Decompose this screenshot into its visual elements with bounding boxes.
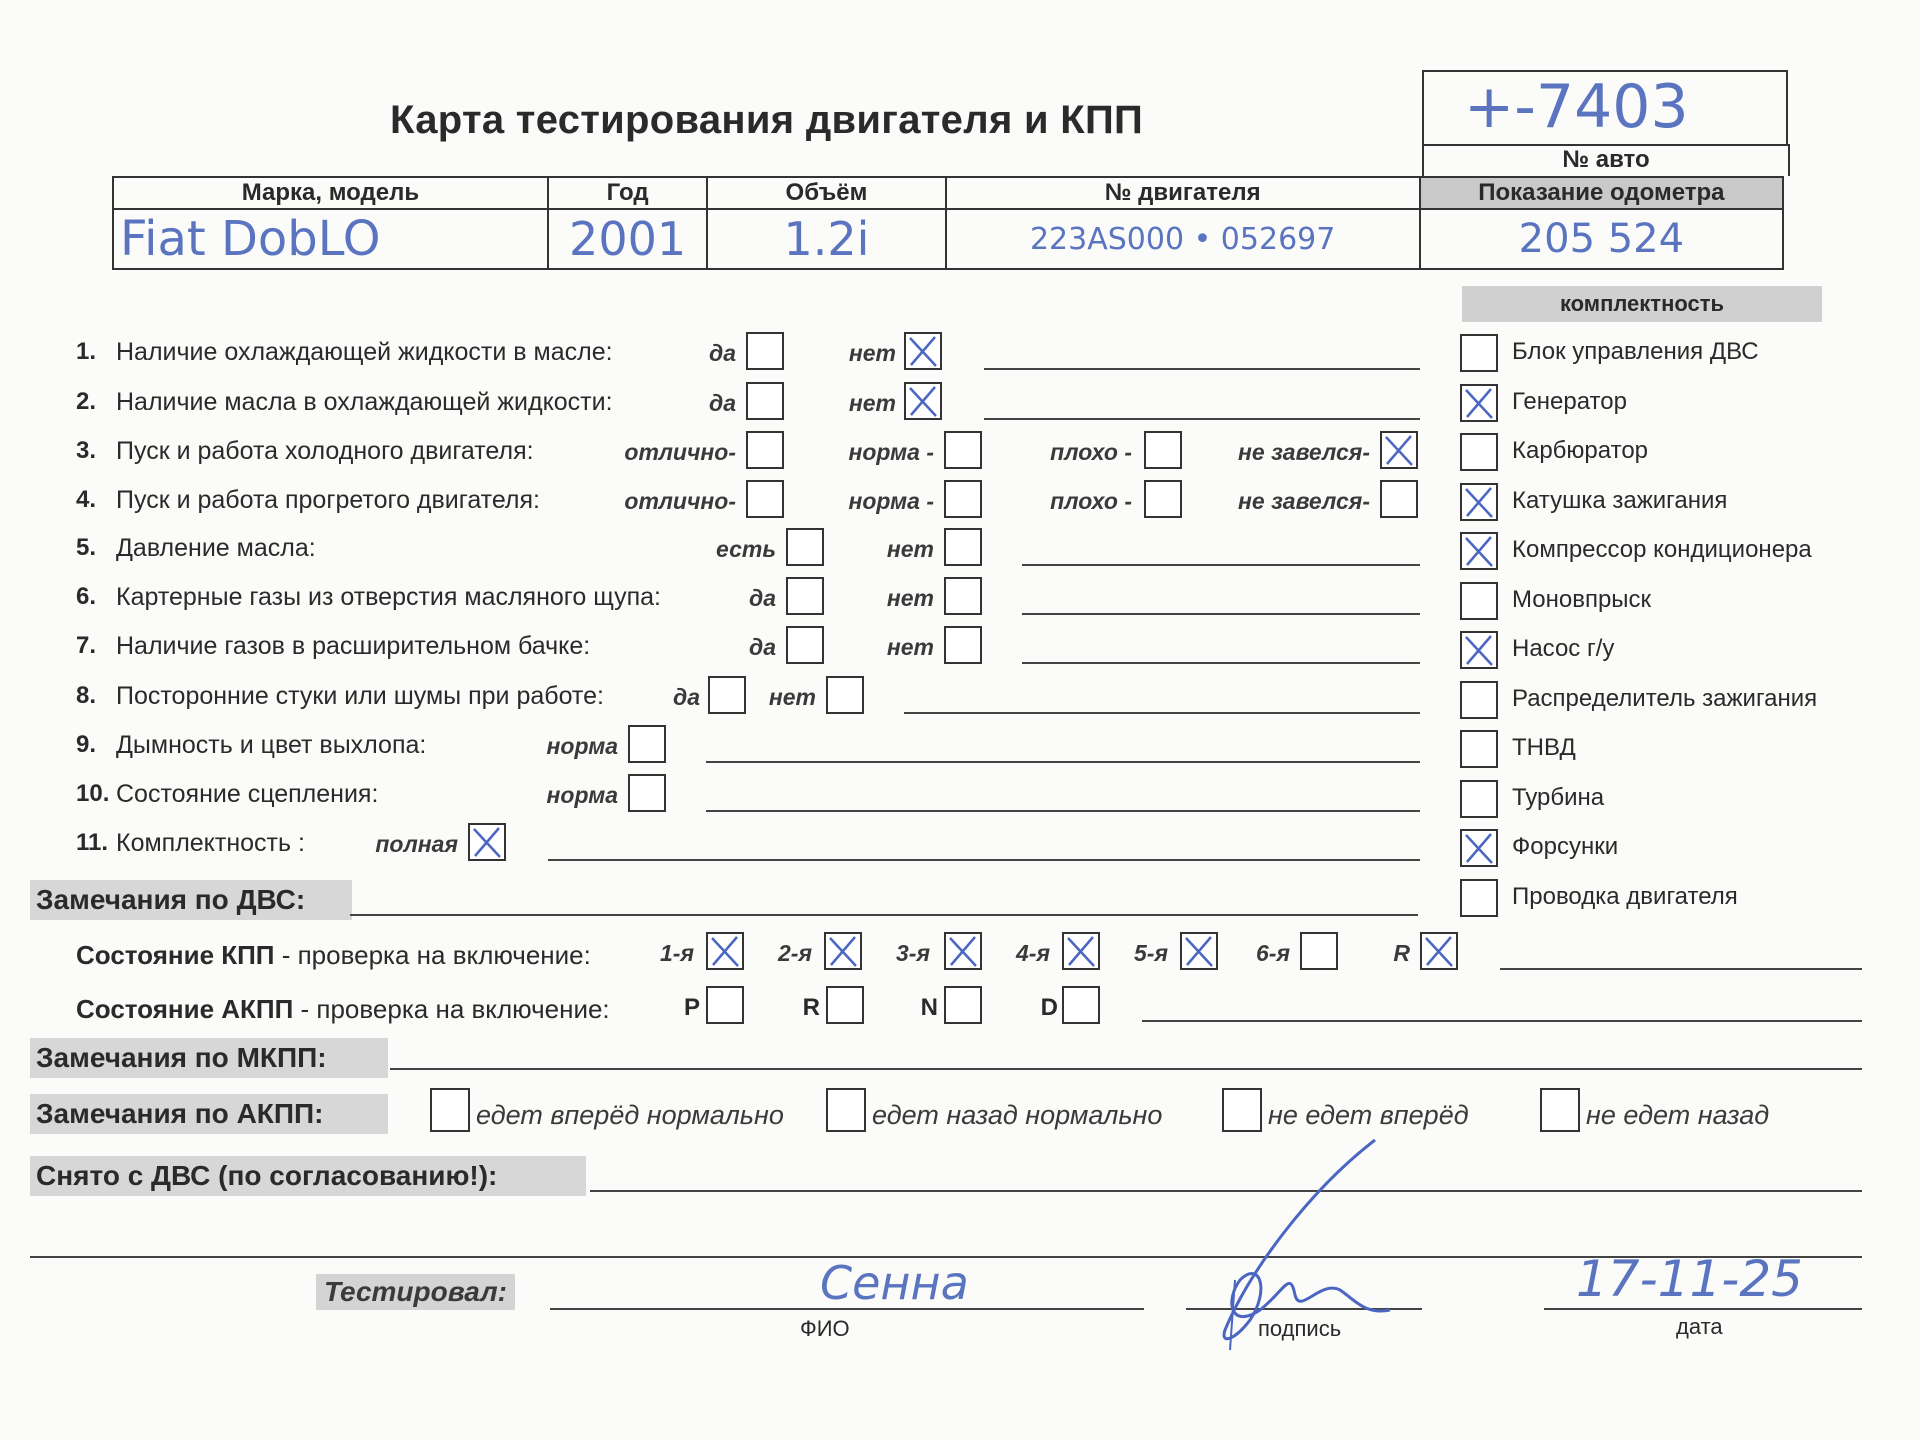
akpp-remark-label: едет вперёд нормально bbox=[476, 1100, 784, 1130]
question-number: 7. bbox=[76, 632, 97, 659]
completeness-item-label: Турбина bbox=[1512, 783, 1605, 811]
option-label: нет bbox=[886, 536, 934, 562]
gear-checkbox[interactable] bbox=[944, 932, 982, 970]
completeness-checkbox[interactable] bbox=[1460, 433, 1498, 471]
option-label: да bbox=[708, 390, 736, 416]
brand-value[interactable]: Fiat DobLO bbox=[113, 209, 548, 269]
gear-label: 1-я bbox=[660, 940, 694, 966]
option-label: норма - bbox=[848, 439, 934, 465]
completeness-item-label: Проводка двигателя bbox=[1512, 882, 1738, 910]
completeness-checkbox[interactable] bbox=[1460, 829, 1498, 867]
akpp-mode-label: D bbox=[1040, 994, 1058, 1021]
completeness-checkbox[interactable] bbox=[1460, 681, 1498, 719]
option-checkbox[interactable] bbox=[1380, 431, 1418, 469]
tested-label: Тестировал: bbox=[316, 1274, 515, 1310]
remarks-dvs-line[interactable] bbox=[350, 914, 1418, 916]
option-label: плохо - bbox=[1050, 488, 1132, 514]
akpp-remark-label: едет назад нормально bbox=[872, 1100, 1163, 1130]
option-checkbox[interactable] bbox=[786, 626, 824, 664]
completeness-checkbox[interactable] bbox=[1460, 730, 1498, 768]
answer-line[interactable] bbox=[1022, 662, 1420, 664]
akpp-mode-checkbox[interactable] bbox=[944, 986, 982, 1024]
year-value[interactable]: 2001 bbox=[548, 209, 708, 269]
question-text: Давление масла: bbox=[116, 534, 316, 562]
akpp-remark-checkbox[interactable] bbox=[430, 1088, 470, 1132]
signature-label: подпись bbox=[1258, 1316, 1342, 1341]
answer-line[interactable] bbox=[706, 810, 1420, 812]
option-label: да bbox=[672, 684, 700, 710]
car-number-box bbox=[1422, 70, 1788, 144]
question-number: 6. bbox=[76, 583, 97, 610]
option-checkbox[interactable] bbox=[628, 725, 666, 763]
completeness-item-label: Блок управления ДВС bbox=[1512, 338, 1759, 365]
akpp-remark-label: не едет назад bbox=[1586, 1100, 1770, 1130]
option-label: не завелся- bbox=[1238, 439, 1370, 465]
option-checkbox[interactable] bbox=[786, 577, 824, 615]
akpp-mode-checkbox[interactable] bbox=[1062, 986, 1100, 1024]
akpp-remark-checkbox[interactable] bbox=[1222, 1088, 1262, 1132]
gear-checkbox[interactable] bbox=[706, 932, 744, 970]
remarks-dvs-label: Замечания по ДВС: bbox=[30, 880, 352, 920]
removed-label: Снято с ДВС (по согласованию!): bbox=[30, 1156, 586, 1196]
completeness-item-label: Карбюратор bbox=[1512, 437, 1649, 464]
option-label: нет bbox=[848, 390, 896, 416]
completeness-item-label: ТНВД bbox=[1512, 734, 1576, 761]
akpp-mode-label: P bbox=[683, 994, 700, 1021]
gear-label: 3-я bbox=[896, 940, 930, 966]
fio-value[interactable]: Сенна bbox=[820, 1256, 969, 1310]
completeness-checkbox[interactable] bbox=[1460, 631, 1498, 669]
option-label: есть bbox=[716, 536, 776, 562]
option-label: полная bbox=[375, 831, 458, 857]
gear-label: 6-я bbox=[1256, 940, 1290, 966]
question-text: Наличие газов в расширительном бачке: bbox=[116, 632, 591, 660]
akpp-mode-label: N bbox=[920, 994, 938, 1021]
answer-line[interactable] bbox=[706, 761, 1420, 763]
option-checkbox[interactable] bbox=[944, 577, 982, 615]
akpp-remark-label: не едет вперёд bbox=[1268, 1100, 1469, 1130]
option-checkbox[interactable] bbox=[944, 431, 982, 469]
gear-label: 2-я bbox=[778, 940, 812, 966]
question-text: Дымность и цвет выхлопа: bbox=[116, 731, 427, 759]
gear-checkbox[interactable] bbox=[1180, 932, 1218, 970]
header-table bbox=[112, 176, 1784, 270]
kpp-line[interactable] bbox=[1500, 968, 1862, 970]
option-label: отлично- bbox=[624, 439, 736, 465]
completeness-checkbox[interactable] bbox=[1460, 384, 1498, 422]
question-text: Комплектность : bbox=[116, 829, 305, 857]
date-line[interactable] bbox=[1544, 1308, 1862, 1310]
completeness-checkbox[interactable] bbox=[1460, 780, 1498, 818]
gear-checkbox[interactable] bbox=[824, 932, 862, 970]
option-label: норма bbox=[546, 782, 618, 808]
signature-image bbox=[1190, 1130, 1420, 1360]
fio-label: ФИО bbox=[800, 1316, 850, 1341]
col-volume: Объём bbox=[707, 177, 945, 209]
akpp-label: Состояние АКПП - проверка на включение: bbox=[76, 994, 610, 1024]
completeness-item-label: Распределитель зажигания bbox=[1512, 684, 1818, 712]
option-checkbox[interactable] bbox=[746, 431, 784, 469]
option-label: нет bbox=[886, 585, 934, 611]
completeness-item-label: Моновпрыск bbox=[1512, 585, 1652, 613]
answer-line[interactable] bbox=[1022, 613, 1420, 615]
col-year: Год bbox=[548, 177, 708, 209]
akpp-remark-checkbox[interactable] bbox=[826, 1088, 866, 1132]
question-number: 11. bbox=[76, 829, 109, 856]
gear-checkbox[interactable] bbox=[1062, 932, 1100, 970]
date-value[interactable]: 17-11-25 bbox=[1576, 1250, 1803, 1308]
completeness-item-label: Насос г/у bbox=[1512, 635, 1615, 662]
question-text: Наличие охлаждающей жидкости в масле: bbox=[116, 338, 613, 366]
option-checkbox[interactable] bbox=[944, 528, 982, 566]
option-checkbox[interactable] bbox=[826, 676, 864, 714]
option-checkbox[interactable] bbox=[1144, 480, 1182, 518]
col-brand: Марка, модель bbox=[113, 177, 548, 209]
answer-line[interactable] bbox=[1022, 564, 1420, 566]
option-checkbox[interactable] bbox=[1144, 431, 1182, 469]
completeness-title: комплектность bbox=[1462, 286, 1822, 322]
question-text: Картерные газы из отверстия масляного щупа: bbox=[116, 583, 661, 611]
answer-line[interactable] bbox=[984, 368, 1420, 370]
akpp-remark-checkbox[interactable] bbox=[1540, 1088, 1580, 1132]
option-label: норма - bbox=[848, 488, 934, 514]
gear-checkbox[interactable] bbox=[1300, 932, 1338, 970]
date-label: дата bbox=[1676, 1314, 1723, 1339]
option-checkbox[interactable] bbox=[746, 382, 784, 420]
completeness-checkbox[interactable] bbox=[1460, 483, 1498, 521]
col-engine-no: № двигателя bbox=[946, 177, 1420, 209]
option-checkbox[interactable] bbox=[746, 480, 784, 518]
volume-value[interactable]: 1.2i bbox=[707, 209, 945, 269]
answer-line[interactable] bbox=[904, 712, 1420, 714]
akpp-mode-label: R bbox=[802, 994, 820, 1021]
remarks-akpp-label: Замечания по АКПП: bbox=[30, 1094, 388, 1134]
page-title: Карта тестирования двигателя и КПП bbox=[390, 98, 1144, 142]
option-label: не завелся- bbox=[1238, 488, 1370, 514]
akpp-mode-checkbox[interactable] bbox=[706, 986, 744, 1024]
car-number-value[interactable]: +-7403 bbox=[1464, 72, 1689, 142]
option-checkbox[interactable] bbox=[628, 774, 666, 812]
question-text: Посторонние стуки или шумы при работе: bbox=[116, 682, 604, 710]
option-label: да bbox=[748, 585, 776, 611]
option-checkbox[interactable] bbox=[468, 823, 506, 861]
engine-no-value[interactable]: 223AS000 • 052697 bbox=[946, 209, 1420, 269]
kpp-label: Состояние КПП - проверка на включение: bbox=[76, 940, 591, 970]
option-label: да bbox=[708, 340, 736, 366]
remarks-mkpp-label: Замечания по МКПП: bbox=[30, 1038, 388, 1078]
option-label: норма bbox=[546, 733, 618, 759]
akpp-line[interactable] bbox=[1142, 1020, 1862, 1022]
option-label: нет bbox=[768, 684, 816, 710]
option-checkbox[interactable] bbox=[944, 626, 982, 664]
gear-label: R bbox=[1393, 940, 1410, 966]
completeness-item-label: Компрессор кондиционера bbox=[1512, 536, 1812, 563]
answer-line[interactable] bbox=[984, 418, 1420, 420]
question-number: 4. bbox=[76, 486, 97, 513]
remarks-mkpp-line[interactable] bbox=[390, 1068, 1862, 1070]
completeness-item-label: Катушка зажигания bbox=[1512, 486, 1728, 514]
completeness-item-label: Генератор bbox=[1512, 387, 1627, 415]
option-label: да bbox=[748, 634, 776, 660]
question-text: Пуск и работа прогретого двигателя: bbox=[116, 486, 540, 514]
answer-line[interactable] bbox=[548, 859, 1420, 861]
akpp-mode-checkbox[interactable] bbox=[826, 986, 864, 1024]
option-checkbox[interactable] bbox=[904, 382, 942, 420]
question-number: 3. bbox=[76, 437, 97, 464]
odometer-value[interactable]: 205 524 bbox=[1420, 209, 1783, 269]
option-checkbox[interactable] bbox=[904, 332, 942, 370]
question-text: Состояние сцепления: bbox=[116, 780, 379, 808]
option-checkbox[interactable] bbox=[786, 528, 824, 566]
option-label: нет bbox=[886, 634, 934, 660]
completeness-checkbox[interactable] bbox=[1460, 582, 1498, 620]
question-number: 10. bbox=[76, 780, 110, 807]
option-checkbox[interactable] bbox=[944, 480, 982, 518]
completeness-checkbox[interactable] bbox=[1460, 532, 1498, 570]
question-number: 9. bbox=[76, 731, 97, 758]
option-checkbox[interactable] bbox=[746, 332, 784, 370]
gear-label: 4-я bbox=[1016, 940, 1050, 966]
col-odometer: Показание одометра bbox=[1420, 177, 1783, 209]
option-label: отлично- bbox=[624, 488, 736, 514]
gear-label: 5-я bbox=[1134, 940, 1168, 966]
gear-checkbox[interactable] bbox=[1420, 932, 1458, 970]
question-number: 1. bbox=[76, 338, 97, 365]
car-number-label: № авто bbox=[1422, 144, 1790, 176]
option-checkbox[interactable] bbox=[708, 676, 746, 714]
question-number: 5. bbox=[76, 534, 97, 561]
question-text: Наличие масла в охлаждающей жидкости: bbox=[116, 388, 613, 416]
completeness-item-label: Форсунки bbox=[1512, 833, 1619, 860]
option-label: плохо - bbox=[1050, 439, 1132, 465]
option-checkbox[interactable] bbox=[1380, 480, 1418, 518]
question-number: 8. bbox=[76, 682, 97, 709]
option-label: нет bbox=[848, 340, 896, 366]
question-text: Пуск и работа холодного двигателя: bbox=[116, 437, 534, 465]
completeness-checkbox[interactable] bbox=[1460, 879, 1498, 917]
completeness-checkbox[interactable] bbox=[1460, 334, 1498, 372]
question-number: 2. bbox=[76, 388, 97, 415]
